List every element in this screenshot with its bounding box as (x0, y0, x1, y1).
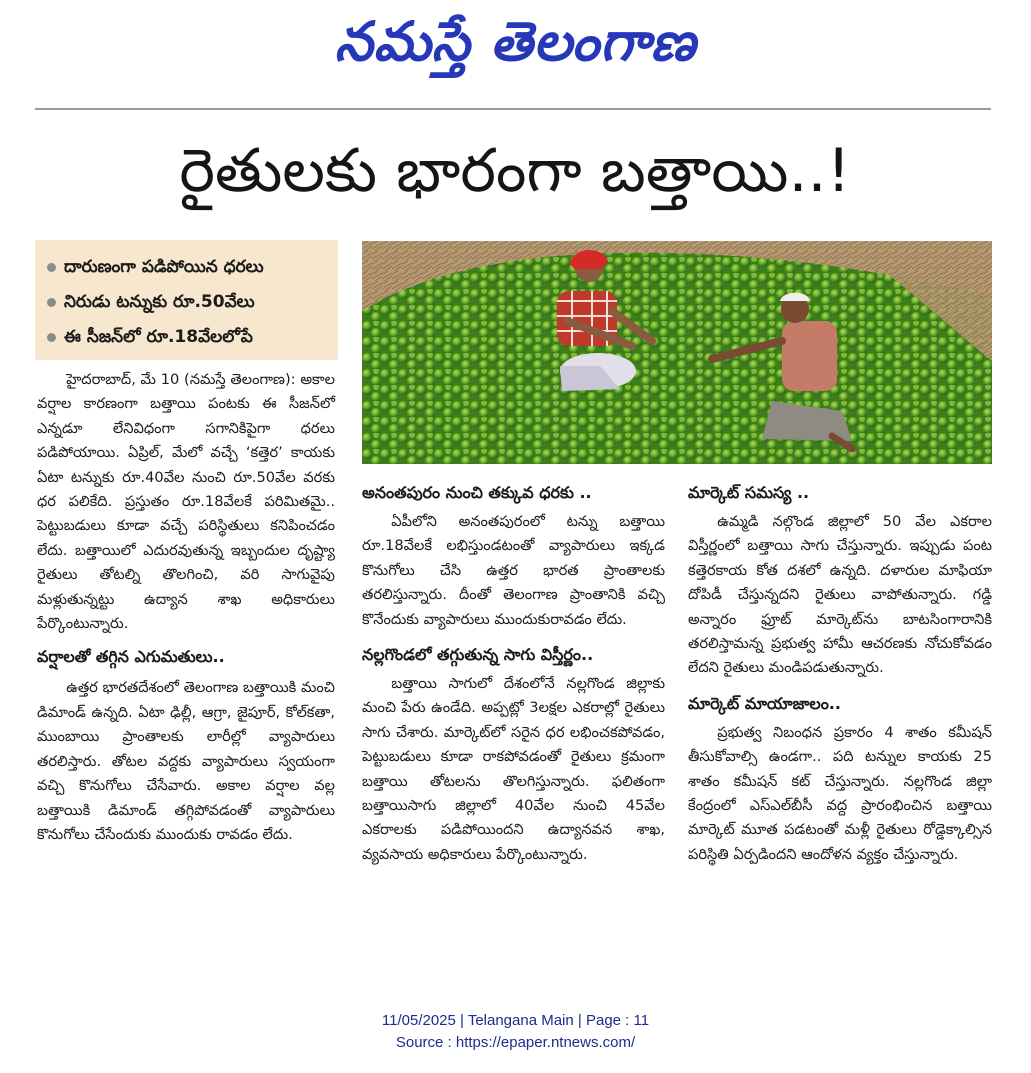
subheading-nalgonda: నల్లగొండలో తగ్గుతున్న సాగు విస్తీర్ణం.. (362, 645, 594, 665)
article-headline: రైతులకు భారంగా బత్తాయి..! (179, 136, 851, 206)
market-problem-paragraph: ఉమ్మడి నల్గొండ జిల్లాలో 50 వేల ఎకరాల విస్తీర్ణంలో బత్తాయి సాగు చేస్తున్నారు. ఇప్పుడు పంట కత్తెరకాయ కోత దశలో ఉన్నది. దళారుల మాఫియా దోపిడీ చేస్తున్నదని రైతులు వాపోతున్నారు. గడ్డి అన్నారం ఫ్రూట్‌ మార్కెట్‌ను బాటసింగారానికి తరలిస్తామన్న ప్రభుత్వ హామీ ఆచరణకు నోచుకోవడం లేదని రైతులు మండిపడుతున్నారు. (688, 513, 992, 677)
bullet-icon (47, 263, 56, 272)
market-magic-paragraph: ప్రభుత్వ నిబంధన ప్రకారం 4 శాతం కమీషన్‌ తీసుకోవాల్సి ఉండగా.. పది టన్నుల కాయకు 25 శాతం కమీషన్‌ కట్‌ చేస్తున్నారు. నల్లగొండ జిల్లా కేంద్రంలో ఎస్‌ఎల్‌బీసీ వద్ద ప్రారంభించిన బత్తాయి మార్కెట్‌ మూత పడటంతో మళ్లీ రైతులు రోడ్డెక్కాల్సిన పరిస్థితి ఏర్పడిందని ఆందోళన వ్యక్తం చేస్తున్నారు. (688, 723, 992, 863)
column-3 (688, 480, 992, 867)
highlight-item: దారుణంగా పడిపోయిన ధరలు (47, 250, 328, 285)
subheading-market-magic: మార్కెట్‌ మాయాజాలం.. (688, 693, 841, 713)
bullet-icon (47, 298, 56, 307)
subheading-anantapur: అనంతపురం నుంచి తక్కువ ధరకు .. (362, 483, 592, 502)
source-link[interactable]: Source : https://epaper.ntnews.com/ (395, 1034, 636, 1051)
nalgonda-paragraph: బత్తాయి సాగులో దేశంలోనే నల్లగొండ జిల్లాకు మంచి పేరు ఉండేది. అప్పట్లో 3లక్షల ఎకరాల్లో రైతులు సాగు చేశారు. మార్కెట్‌లో సరైన ధర లభించకపోవడం, పెట్టుబడులు కూడా రాకపోవడంతో రైతులు క్రమంగా బత్తాయి తోటలను తొలగిస్తున్నారు. ఫలితంగా బత్తాయిసాగు జిల్లాలో 40వేల నుంచి 45వేల ఎకరాలకు పడిపోయిందని ఉద్యానవన శాఖ, వ్యవసాయ అధికారులు పేర్కొంటున్నారు. (362, 675, 665, 863)
anantapur-paragraph: ఏపీలోని అనంతపురంలో టన్ను బత్తాయి రూ.18వేలకే లభిస్తుండటంతో వ్యాపారులు ఇక్కడ కొనుగోలు చేసి ఉత్తర భారత ప్రాంతాలకు తరలిస్తున్నారు. దీంతో తెలంగాణ ప్రాంతానికి వచ్చి కొనేందుకు వ్యాపారులు ముందుకురావడం లేదు. (362, 513, 665, 628)
bullet-icon (47, 333, 56, 342)
edition-info: 11/05/2025 | Telangana Main | Page : 11 (381, 1012, 650, 1029)
highlights-box (35, 240, 338, 360)
column-1 (37, 368, 335, 847)
farmers-sweet-lime-photo (362, 241, 992, 464)
highlight-item: ఈ సీజన్‌లో రూ.18వేలలోపే (47, 320, 328, 355)
newspaper-masthead: నమస్తే తెలంగాణ (334, 9, 697, 73)
subheading-market-problem: మార్కెట్‌ సమస్య .. (688, 483, 810, 502)
exports-paragraph: ఉత్తర భారతదేశంలో తెలంగాణ బత్తాయికి మంచి డిమాండ్‌ ఉన్నది. ఏటా ఢిల్లీ, ఆగ్రా, జైపూర్‌, కోల్‌కతా, ముంబాయి ప్రాంతాలకు లారీల్లో వ్యాపారులు తరలిస్తారు. తోటల వద్దకు వ్యాపారులు స్వయంగా వచ్చి కొనుగోలు చేసేవారు. అకాల వర్షాల వల్ల బత్తాయికి డిమాండ్‌ తగ్గిపోవడంతో వ్యాపారులు కొనుగోలు చేసేందుకు ముందుకు రావడం లేదు. (37, 679, 335, 843)
intro-paragraph: హైదరాబాద్‌, మే 10 (నమస్తే తెలంగాణ): అకాల వర్షాల కారణంగా బత్తాయి పంటకు ఈ సీజన్‌లో ఎన్నడూ లేనివిధంగా సగానికిపైగా ధరలు పడిపోయాయి. ఏప్రిల్‌, మేలో వచ్చే ‘కత్తెర’ కాయకు ఏటా టన్నుకు రూ.40వేల నుంచి రూ.50వేల వరకు ధర పలికేది. ప్రస్తుతం రూ.18వేలకే పరిమితమై.. పెట్టుబడులు కూడా వచ్చే పరిస్థితులు కనిపించడం లేదు. బత్తాయిలో ఎదురవుతున్న ఇబ్బందుల దృష్ట్యా రైతులు తోటల్ని తొలగించి, వరి సాగువైపు మళ్లుతున్నట్టు ఉద్యాన శాఖ అధికారులు పేర్కొంటున్నారు. (37, 371, 335, 633)
masthead-divider (35, 108, 991, 110)
subheading-exports: వర్షాలతో తగ్గిన ఎగుమతులు.. (37, 647, 225, 667)
column-2 (362, 480, 665, 867)
photo-illustration (362, 241, 992, 464)
highlight-item: నిరుడు టన్నుకు రూ.50వేలు (47, 285, 328, 320)
